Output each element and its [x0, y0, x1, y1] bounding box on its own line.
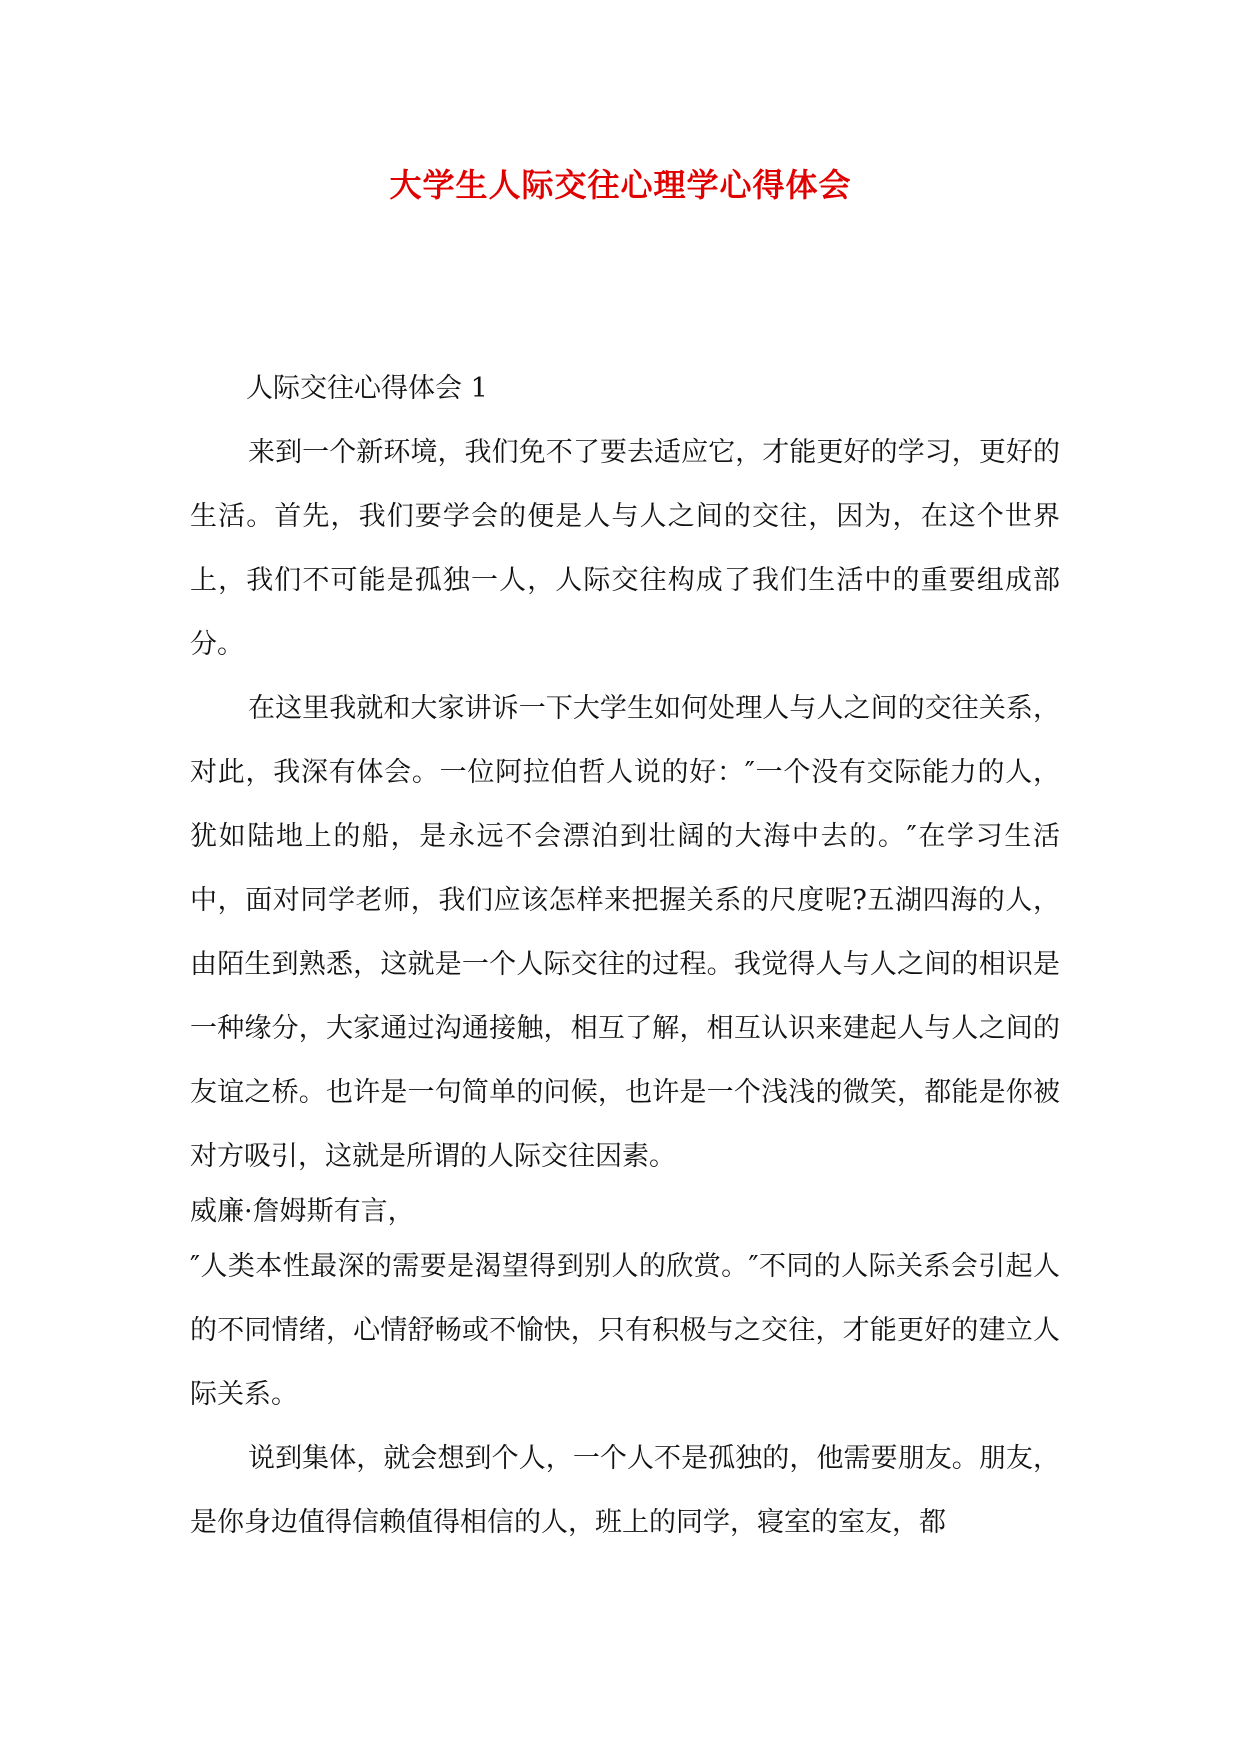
document-body [190, 357, 1060, 1555]
paragraph-1: 来到一个新环境，我们免不了要去适应它，才能更好的学习，更好的生活。首先，我们要学会的便是人与人之间的交往，因为，在这个世界上，我们不可能是孤独一人，人际交往构成了我们生活中的重要组成部分。 [190, 437, 1060, 660]
paragraph-3: 说到集体，就会想到个人，一个人不是孤独的，他需要朋友。朋友，是你身边值得信赖值得相信的人，班上的同学，寝室的室友，都 [190, 1443, 1060, 1538]
document-title: 大学生人际交往心理学心得体会 [389, 166, 852, 204]
paragraph-2: 在这里我就和大家讲诉一下大学生如何处理人与人之间的交往关系，对此，我深有体会。一位阿拉伯哲人说的好：″一个没有交际能力的人，犹如陆地上的船，是永远不会漂泊到壮阔的大海中去的。″在学习生活中，面对同学老师，我们应该怎样来把握关系的尺度呢?五湖四海的人，由陌生到熟悉，这就是一个人际交往的过程。我觉得人与人之间的相识是一种缘分，大家通过沟通接触，相互了解，相互认识来建起人与人之间的友谊之桥。也许是一句简单的问候，也许是一个浅浅的微笑，都能是你被对方吸引，这就是所谓的人际交往因素。 [190, 693, 1060, 1172]
section-heading: 人际交往心得体会 1 [246, 373, 488, 404]
paragraph-2-attribution: 威廉·詹姆斯有言， [190, 1196, 415, 1227]
paragraph-2-quote: ″人类本性最深的需要是渴望得到别人的欣赏。″不同的人际关系会引起人的不同情绪，心情舒畅或不愉快，只有积极与之交往，才能更好的建立人际关系。 [190, 1251, 1060, 1410]
